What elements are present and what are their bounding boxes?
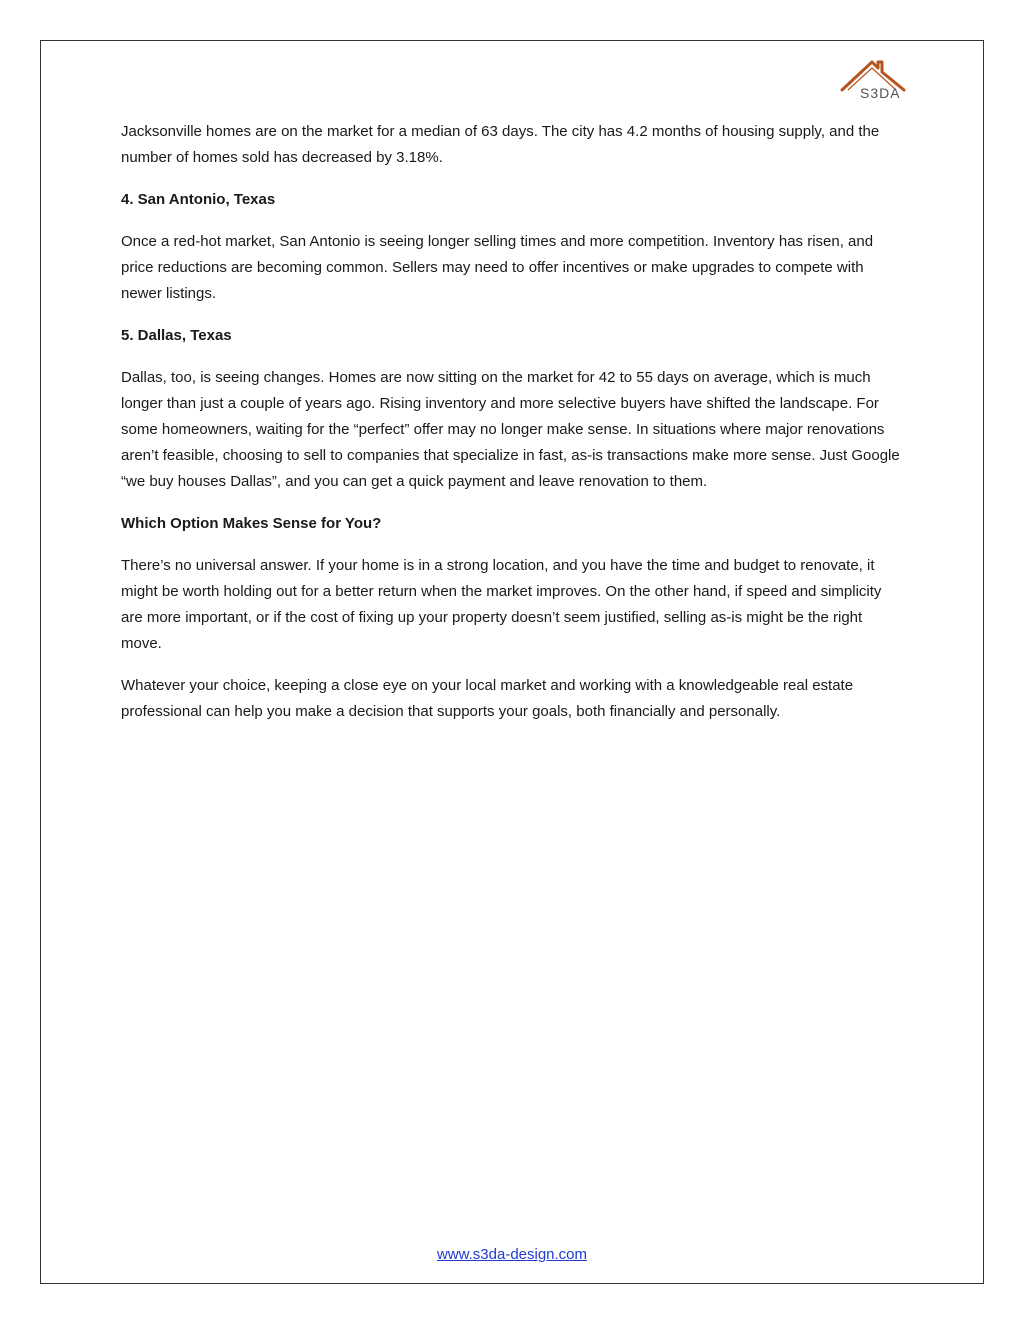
heading-which-option: Which Option Makes Sense for You? — [121, 515, 382, 532]
paragraph-san-antonio: Once a red-hot market, San Antonio is seeing longer selling times and more competition. Inventory has risen, and price reductions are becoming common. Sellers may need to offer incentives or make upgrades to compete with newer listings. — [121, 233, 874, 302]
paragraph-jacksonville: Jacksonville homes are on the market for a median of 63 days. The city has 4.2 months of housing supply, and the number of homes sold has decreased by 3.18%. — [121, 123, 880, 166]
heading-dallas: 5. Dallas, Texas — [121, 327, 232, 344]
logo-text: S3DA — [860, 85, 901, 100]
paragraph-no-universal-answer: There’s no universal answer. If your home is in a strong location, and you have the time and budget to renovate, it might be worth holding out for a better return when the market improves. On the other hand, if speed and simplicity are more important, or if the cost of fixing up your property doesn’t seem justified, selling as-is might be the right move. — [121, 557, 882, 652]
paragraph-dallas: Dallas, too, is seeing changes. Homes are now sitting on the market for 42 to 55 days on average, which is much longer than just a couple of years ago. Rising inventory and more selective buyers have shifted the landscape. For some homeowners, waiting for the “perfect” offer may no longer make sense. In situations where major renovations aren’t feasible, choosing to sell to companies that specialize in fast, as-is transactions make more sense. Just Google “we buy houses Dallas”, and you can get a quick payment and leave renovation to them. — [121, 369, 900, 490]
s3da-logo — [838, 56, 908, 100]
paragraph-whatever-your-choice: Whatever your choice, keeping a close eye on your local market and working with a knowledgeable real estate professional can help you make a decision that supports your goals, both financially and personally. — [121, 677, 854, 720]
document-body — [121, 119, 901, 741]
website-link[interactable]: www.s3da-design.com — [436, 1246, 588, 1263]
heading-san-antonio: 4. San Antonio, Texas — [121, 191, 276, 208]
footer — [0, 1244, 1024, 1266]
